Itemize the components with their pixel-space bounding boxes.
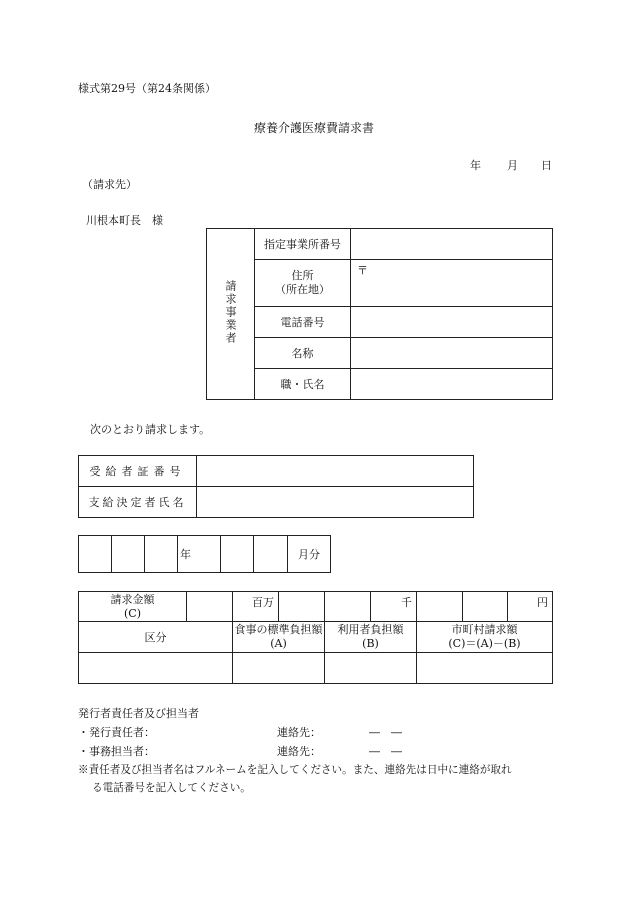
unit-yen: 円 xyxy=(508,592,553,622)
user-burden-code: (B) xyxy=(362,637,379,650)
category-label: 区分 xyxy=(79,622,233,653)
claimant-table xyxy=(206,228,553,400)
address-sublabel: （所在地） xyxy=(275,283,330,296)
claimant-group-label: 請求事業者 xyxy=(224,280,237,345)
user-burden-label: 利用者負担額 xyxy=(337,623,404,636)
unit-thousand: 千 xyxy=(371,592,417,622)
responsible-contact-dash: ― ― xyxy=(369,726,402,739)
staff-contact-label: 連絡先： xyxy=(277,745,321,758)
meal-code: (A) xyxy=(270,637,287,650)
claim-amount-label-cell xyxy=(79,592,187,622)
address-field[interactable] xyxy=(351,260,553,307)
footer-note-line-2: る電話番号を記入してください。 xyxy=(92,782,251,794)
amount-digit-7[interactable] xyxy=(463,592,508,622)
responsible-label: ・発行責任者： xyxy=(78,726,155,739)
decision-name-label: 支給決定者氏名 xyxy=(79,487,197,518)
period-table xyxy=(78,535,331,573)
city-claim-label-cell xyxy=(417,622,553,653)
office-number-label: 指定事業所番号 xyxy=(255,229,351,260)
city-claim-label: 市町村請求額 xyxy=(451,623,518,636)
user-burden-field[interactable] xyxy=(325,653,417,684)
staff-contact-dash: ― ― xyxy=(369,745,402,758)
postal-mark: 〒 xyxy=(357,264,368,277)
amount-digit-4[interactable] xyxy=(325,592,371,622)
user-burden-label-cell xyxy=(325,622,417,653)
staff-label: ・事務担当者： xyxy=(78,745,155,758)
amount-digit-3[interactable] xyxy=(279,592,325,622)
decision-name-field[interactable] xyxy=(197,487,474,518)
office-number-field[interactable] xyxy=(351,229,553,260)
certificate-number-label: 受給者証番号 xyxy=(79,456,197,487)
month-digit-1[interactable] xyxy=(221,536,254,573)
year-digit[interactable] xyxy=(145,536,178,573)
era-digit-1[interactable] xyxy=(79,536,112,573)
name-field[interactable] xyxy=(351,338,553,369)
claim-amount-code: (C) xyxy=(124,606,141,620)
amount-table xyxy=(78,591,553,684)
city-claim-formula: (C)＝(A)－(B) xyxy=(448,637,521,650)
footer-heading: 発行者責任者及び担当者 xyxy=(78,707,199,720)
title-name-label: 職・氏名 xyxy=(255,369,351,400)
date-year-label: 年 xyxy=(470,159,481,172)
city-claim-field[interactable] xyxy=(417,653,553,684)
phone-label: 電話番号 xyxy=(255,307,351,338)
meal-label-cell xyxy=(233,622,325,653)
month-digit-2[interactable] xyxy=(254,536,288,573)
certificate-number-field[interactable] xyxy=(197,456,474,487)
unit-million: 百万 xyxy=(233,592,279,622)
date-day-label: 日 xyxy=(541,159,552,172)
date-month-label: 月 xyxy=(507,159,518,172)
month-label: 月分 xyxy=(288,536,331,573)
amount-digit-6[interactable] xyxy=(417,592,463,622)
name-label: 名称 xyxy=(255,338,351,369)
page-title: 療養介護医療費請求書 xyxy=(254,121,375,135)
era-digit-2[interactable] xyxy=(112,536,145,573)
amount-digit-1[interactable] xyxy=(187,592,233,622)
recipient-label: （請求先） xyxy=(82,178,137,191)
recipient-table xyxy=(78,455,474,518)
address-label-cell xyxy=(255,260,351,307)
category-field[interactable] xyxy=(79,653,233,684)
recipient-name: 川根本町長 様 xyxy=(86,214,163,227)
phone-field[interactable] xyxy=(351,307,553,338)
claimant-group-cell xyxy=(207,229,255,400)
claim-amount-label: 請求金額 xyxy=(110,592,155,606)
form-number: 様式第29号（第24条関係） xyxy=(78,82,216,95)
title-name-field[interactable] xyxy=(351,369,553,400)
responsible-contact-label: 連絡先： xyxy=(277,726,321,739)
intro-text: 次のとおり請求します。 xyxy=(90,423,211,436)
year-label: 年 xyxy=(178,536,221,573)
footer-note-line-1: ※責任者及び担当者名はフルネームを記入してください。また、連絡先は日中に連絡が取れ xyxy=(78,764,512,776)
address-label: 住所 xyxy=(291,269,314,282)
meal-label: 食事の標準負担額 xyxy=(234,623,323,636)
meal-field[interactable] xyxy=(233,653,325,684)
